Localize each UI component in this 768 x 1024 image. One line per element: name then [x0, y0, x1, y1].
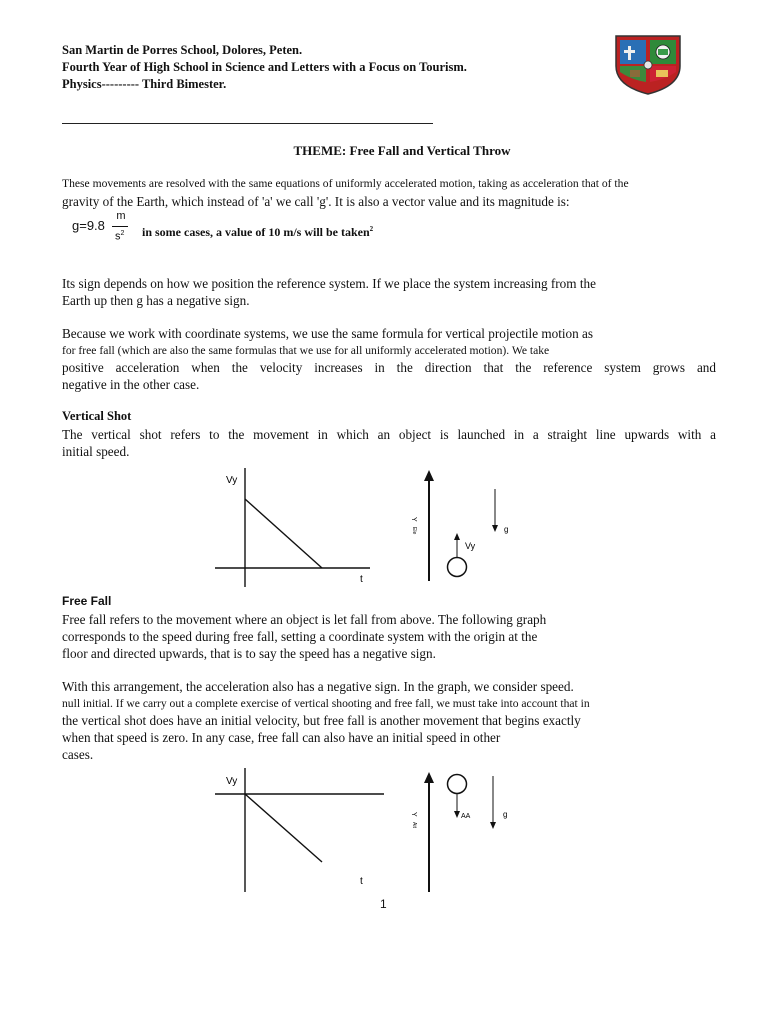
fig1-y-sub: Ele	[411, 527, 417, 535]
fig1-g-label: g	[504, 525, 509, 534]
sign-line-1: Its sign depends on how we position the reference system. If we place the system increasing from the	[62, 276, 596, 291]
fig1-ball	[448, 558, 467, 577]
fig1-vy-arrow-label: Vy	[465, 541, 476, 551]
subject-period: Physics--------- Third Bimester.	[62, 77, 227, 91]
formula-denominator	[115, 230, 124, 243]
arrangement-line-4: when that speed is zero. In any case, free fall can also have an initial speed in other	[62, 730, 501, 745]
fig2-t-label: t	[360, 876, 363, 887]
page-number: 1	[380, 897, 387, 911]
free-fall-line-2: corresponds to the speed during free fall, setting a coordinate system with the origin at the	[62, 629, 538, 644]
coord-line-2: for free fall (which are also the same formulas that we use for all uniformly accelerated motion). We take	[62, 344, 550, 357]
fig2-velocity-line	[245, 794, 322, 862]
fig1-y-label: Y	[410, 517, 417, 522]
free-fall-line-1: Free fall refers to the movement where an object is let fall from above. The following graph	[62, 612, 547, 627]
fig1-vy-arrowhead	[454, 533, 460, 540]
free-fall-figure	[200, 765, 540, 895]
formula-note	[142, 225, 373, 240]
fig1-t-label: t	[360, 574, 363, 585]
vertical-shot-line-1: The vertical shot refers to the movement in which an object is launched in a straight line upwards with a	[62, 427, 716, 442]
vertical-shot-heading: Vertical Shot	[62, 409, 132, 423]
arrangement-line-2: null initial. If we carry out a complete exercise of vertical shooting and free fall, we must take into account that in	[62, 697, 590, 710]
vertical-shot-figure	[200, 465, 540, 590]
formula-lhs: g=9.8	[72, 218, 105, 233]
header-divider	[62, 123, 433, 124]
arrangement-line-1: With this arrangement, the acceleration also has a negative sign. In the graph, we consider speed.	[62, 679, 574, 694]
coord-line-1: Because we work with coordinate systems, we use the same formula for vertical projectile motion as	[62, 326, 593, 341]
fig2-vy-label: Vy	[226, 776, 238, 787]
fig2-y-sub: Ait	[411, 822, 417, 828]
fig2-y-label: Y	[410, 812, 417, 817]
fig1-y-arrowhead	[424, 470, 434, 481]
sign-line-2: Earth up then g has a negative sign.	[62, 293, 250, 308]
arrangement-line-5: cases.	[62, 747, 94, 762]
intro-line-2: gravity of the Earth, which instead of 'a' we call 'g'. It is also a vector value and its magnitude is:	[62, 194, 570, 209]
fig1-velocity-line	[245, 499, 322, 568]
arrangement-line-3: the vertical shot does have an initial velocity, but free fall is another movement that begins exactly	[62, 713, 581, 728]
formula-fraction-bar	[112, 226, 128, 227]
course-name: Fourth Year of High School in Science and Letters with a Focus on Tourism.	[62, 60, 467, 74]
fig2-velocity-arrowhead	[454, 811, 460, 818]
school-name: San Martin de Porres School, Dolores, Peten.	[62, 43, 303, 57]
vertical-shot-line-2: initial speed.	[62, 444, 130, 459]
formula-note-exp: 2	[369, 225, 374, 233]
fig2-g-arrowhead	[490, 822, 496, 829]
coord-line-4: negative in the other case.	[62, 377, 200, 392]
fig2-g-label: g	[503, 810, 508, 819]
fig1-vy-label: Vy	[226, 475, 238, 486]
coord-line-3: positive acceleration when the velocity increases in the direction that the reference system grows and	[62, 360, 716, 375]
formula-den-exp: 2	[120, 230, 125, 237]
fig1-g-arrowhead	[492, 525, 498, 532]
free-fall-heading: Free Fall	[62, 594, 112, 608]
fig2-ball	[448, 775, 467, 794]
fig2-y-arrowhead	[424, 772, 434, 783]
free-fall-line-3: floor and directed upwards, that is to say the speed has a negative sign.	[62, 646, 436, 661]
formula-note-text: in some cases, a value of 10 m/s will be taken	[142, 225, 370, 239]
formula-numerator: m	[116, 210, 126, 222]
formula-den-unit: s	[115, 230, 121, 243]
theme-title: THEME: Free Fall and Vertical Throw	[293, 143, 511, 158]
intro-line-1: These movements are resolved with the same equations of uniformly accelerated motion, taking as acceleration that of the	[62, 177, 629, 190]
school-crest-logo	[612, 32, 684, 96]
fig2-aa-label: AA	[461, 813, 471, 820]
